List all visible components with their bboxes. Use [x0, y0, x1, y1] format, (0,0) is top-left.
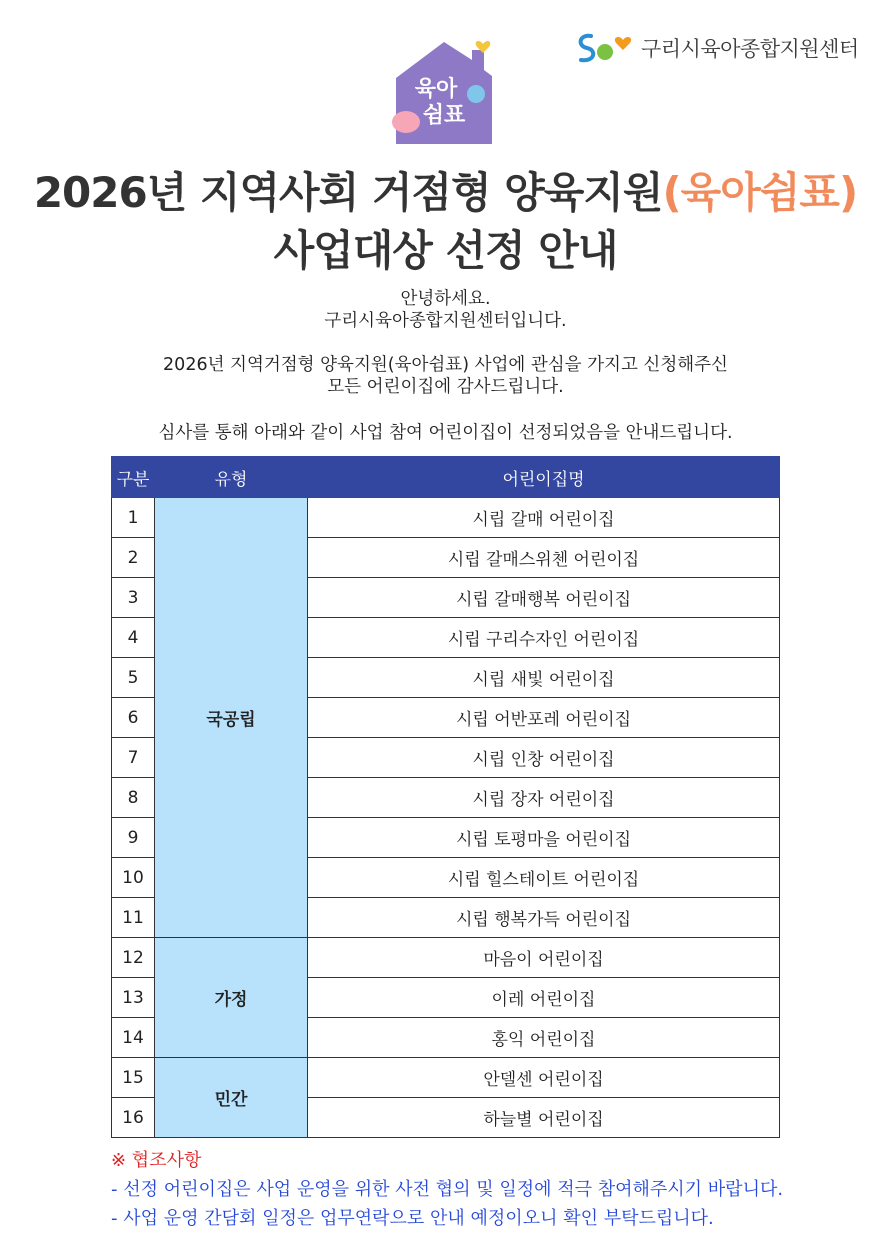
daycare-name: 마음이 어린이집 — [308, 938, 780, 978]
header-no: 구분 — [112, 457, 155, 498]
header-name: 어린이집명 — [308, 457, 780, 498]
row-no: 2 — [112, 538, 155, 578]
daycare-name: 시립 구리수자인 어린이집 — [308, 618, 780, 658]
row-no: 11 — [112, 898, 155, 938]
daycare-name: 시립 행복가득 어린이집 — [308, 898, 780, 938]
org-name: 구리시육아종합지원센터 — [641, 37, 859, 61]
notes-line2: - 사업 운영 간담회 일정은 업무연락으로 안내 예정이오니 확인 부탁드립니다. — [111, 1208, 714, 1229]
type-private: 민간 — [155, 1058, 308, 1138]
row-no: 6 — [112, 698, 155, 738]
table-row — [112, 1058, 780, 1098]
row-no: 3 — [112, 578, 155, 618]
row-no: 15 — [112, 1058, 155, 1098]
cooperation-notes — [111, 1146, 783, 1233]
daycare-name: 시립 인창 어린이집 — [308, 738, 780, 778]
daycare-name: 시립 갈매행복 어린이집 — [308, 578, 780, 618]
page-title-line1 — [0, 160, 891, 220]
row-no: 1 — [112, 498, 155, 538]
notes-line1: - 선정 어린이집은 사업 운영을 위한 사전 협의 및 일정에 적극 참여해주시기 바랍니다. — [111, 1179, 784, 1200]
row-no: 13 — [112, 978, 155, 1018]
thanks-line1: 2026년 지역거점형 양육지원(육아쉼표) 사업에 관심을 가지고 신청해주신 — [163, 355, 728, 375]
daycare-name: 시립 새빛 어린이집 — [308, 658, 780, 698]
title-prefix: 2026년 지역사회 거점형 양육지원 — [33, 168, 663, 217]
title-highlight: (육아쉼표) — [662, 168, 858, 217]
selection-table — [111, 456, 780, 1138]
row-no: 12 — [112, 938, 155, 978]
header-type: 유형 — [155, 457, 308, 498]
center-logo-icon — [575, 30, 633, 66]
selection-notice: 심사를 통해 아래와 같이 사업 참여 어린이집이 선정되었음을 안내드립니다. — [158, 423, 733, 443]
daycare-name: 안델센 어린이집 — [308, 1058, 780, 1098]
daycare-name: 이레 어린이집 — [308, 978, 780, 1018]
daycare-name: 시립 갈매스위첸 어린이집 — [308, 538, 780, 578]
table-row — [112, 938, 780, 978]
daycare-name: 시립 토평마을 어린이집 — [308, 818, 780, 858]
row-no: 4 — [112, 618, 155, 658]
org-logo — [575, 28, 859, 68]
greeting-line1: 안녕하세요. — [400, 289, 491, 309]
notes-title: ※ 협조사항 — [111, 1150, 202, 1171]
row-no: 16 — [112, 1098, 155, 1138]
greeting-line2: 구리시육아종합지원센터입니다. — [324, 311, 567, 331]
daycare-name: 홍익 어린이집 — [308, 1018, 780, 1058]
type-home: 가정 — [155, 938, 308, 1058]
row-no: 7 — [112, 738, 155, 778]
yukashimpyo-logo — [388, 36, 500, 148]
daycare-name: 시립 힐스테이트 어린이집 — [308, 858, 780, 898]
row-no: 10 — [112, 858, 155, 898]
daycare-name: 시립 어반포레 어린이집 — [308, 698, 780, 738]
thanks-line2: 모든 어린이집에 감사드립니다. — [327, 377, 564, 397]
type-national-public: 국공립 — [155, 498, 308, 938]
daycare-name: 시립 장자 어린이집 — [308, 778, 780, 818]
row-no: 5 — [112, 658, 155, 698]
logo-text-line1: 육아 — [414, 77, 458, 102]
logo-text-line2: 쉼표 — [422, 103, 466, 128]
row-no: 14 — [112, 1018, 155, 1058]
row-no: 8 — [112, 778, 155, 818]
page-title-line2: 사업대상 선정 안내 — [273, 226, 618, 275]
table-row — [112, 498, 780, 538]
daycare-name: 시립 갈매 어린이집 — [308, 498, 780, 538]
row-no: 9 — [112, 818, 155, 858]
daycare-name: 하늘별 어린이집 — [308, 1098, 780, 1138]
